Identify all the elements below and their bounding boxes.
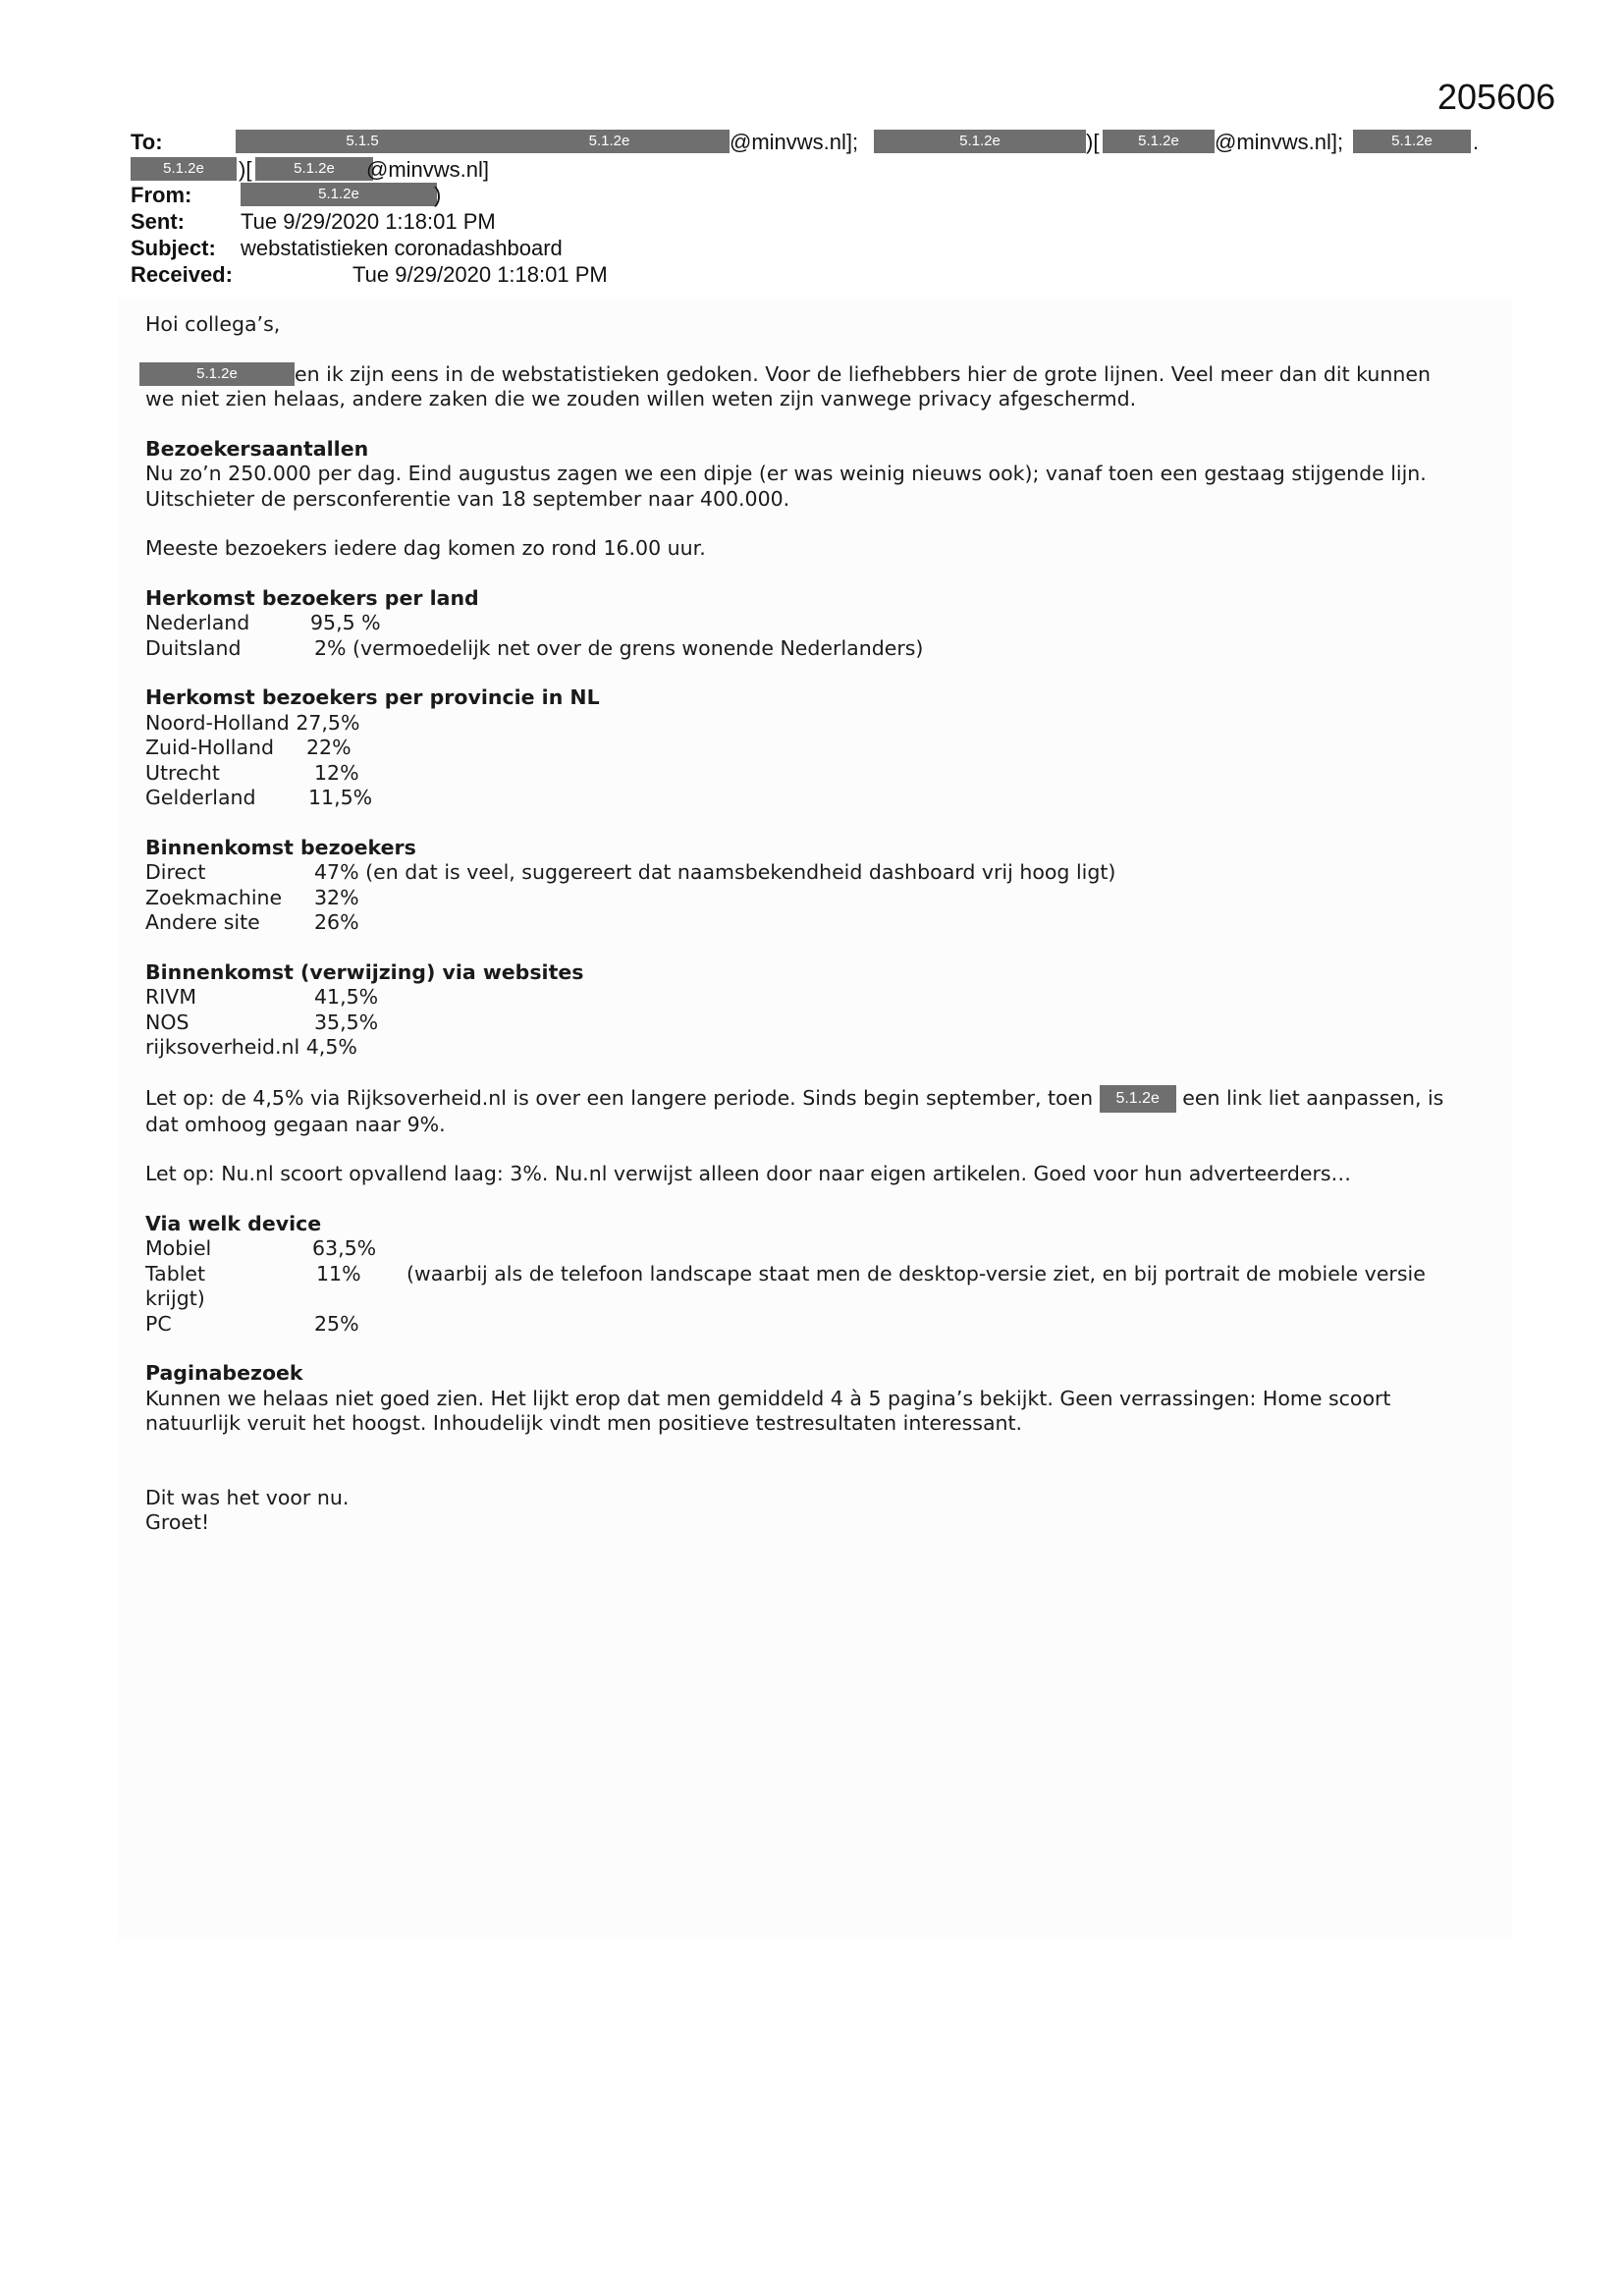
- inflow-row: [145, 860, 1500, 886]
- pages-line-2: natuurlijk veruit het hoogst. Inhoudelijk vindt men positieve testresultaten interessant.: [145, 1411, 1023, 1435]
- sent-line: [131, 209, 496, 235]
- row-value: 12%: [314, 760, 359, 785]
- row-label: Duitsland: [145, 635, 242, 660]
- row-value: 2% (vermoedelijk net over de grens wonende Nederlanders): [314, 635, 924, 660]
- text-fragment: )[: [239, 157, 252, 182]
- subject-value: webstatistieken coronadashboard: [241, 236, 563, 260]
- row-label: Gelderland: [145, 786, 256, 809]
- from-label: From:: [131, 183, 192, 207]
- redaction-box: 5.1.2e: [874, 130, 1086, 153]
- row-value: 32%: [314, 885, 359, 909]
- intro-line-2: we niet zien helaas, andere zaken die we zouden willen weten zijn vanwege privacy afgeschermd.: [145, 387, 1137, 410]
- row-label: NOS: [145, 1010, 189, 1034]
- row-label: Mobiel: [145, 1236, 212, 1260]
- email-domain: @minvws.nl];: [730, 130, 859, 154]
- from-line: [131, 183, 622, 208]
- redaction-box: 5.1.2e: [131, 157, 237, 181]
- row-value: 41,5%: [314, 985, 379, 1009]
- row-label: rijksoverheid.nl 4,5%: [145, 1035, 357, 1059]
- received-line: [131, 262, 608, 288]
- received-value: Tue 9/29/2020 1:18:01 PM: [352, 262, 608, 287]
- section-title-country: Herkomst bezoekers per land: [145, 585, 479, 610]
- note-rijksoverheid-line-1: [145, 1085, 1500, 1113]
- row-label: Direct: [145, 860, 206, 884]
- row-label: Nederland: [145, 611, 250, 634]
- row-label: Noord-Holland 27,5%: [145, 710, 360, 735]
- visitors-line-1: Nu zo’n 250.000 per dag. Eind augustus zagen we een dipje (er was weinig nieuws ook); vanaf toen een gestaag stijgende lijn.: [145, 462, 1427, 485]
- intro-line-1: [139, 362, 1500, 388]
- note-nunl: Let op: Nu.nl scoort opvallend laag: 3%. Nu.nl verwijst alleen door naar eigen artikelen. Goed voor hun adverteerders…: [145, 1162, 1352, 1185]
- redaction-box: 5.1.2e: [1103, 130, 1215, 153]
- row-value: 95,5 %: [310, 611, 381, 634]
- row-value: 25%: [314, 1311, 359, 1336]
- received-label: Received:: [131, 262, 233, 287]
- province-row: [145, 786, 1500, 811]
- redaction-box: 5.1.2e: [255, 157, 373, 181]
- greeting: Hoi collega’s,: [145, 312, 281, 336]
- section-title-pages: Paginabezoek: [145, 1361, 303, 1385]
- row-label: RIVM: [145, 985, 197, 1009]
- row-value: 47% (en dat is veel, suggereert dat naamsbekendheid dashboard vrij hoog ligt): [314, 860, 1116, 884]
- pages-line-1: Kunnen we helaas niet goed zien. Het lijkt erop dat men gemiddeld 4 à 5 pagina’s bekijkt. Geen verrassingen: Home scoort: [145, 1386, 1391, 1410]
- country-row: [145, 611, 1500, 636]
- visitors-line-2: Uitschieter de persconferentie van 18 september naar 400.000.: [145, 486, 790, 511]
- row-value: 35,5%: [314, 1010, 379, 1034]
- to-line-2: [131, 157, 622, 183]
- redaction-box: 5.1.2e: [241, 183, 437, 206]
- referral-row: [145, 1011, 1500, 1036]
- redaction-box: 5.1.5: [236, 130, 489, 153]
- row-value: 26%: [314, 910, 359, 934]
- device-row: [145, 1312, 1500, 1338]
- note-rijksoverheid-line-2: dat omhoog gegaan naar 9%.: [145, 1112, 446, 1136]
- section-title-visitors: Bezoekersaantallen: [145, 436, 369, 461]
- closing-line-1: Dit was het voor nu.: [145, 1485, 350, 1509]
- document-number: 205606: [1437, 77, 1556, 117]
- note-text: een link liet aanpassen, is: [1182, 1085, 1444, 1110]
- row-label: Utrecht: [145, 760, 220, 785]
- province-row: [145, 736, 1500, 761]
- row-label: krijgt): [145, 1286, 205, 1310]
- referral-row: [145, 985, 1500, 1011]
- text-fragment: ): [434, 183, 442, 207]
- device-row: [145, 1236, 1500, 1262]
- device-row: [145, 1286, 1500, 1312]
- subject-line: [131, 236, 563, 261]
- inflow-row: [145, 910, 1500, 936]
- row-label: PC: [145, 1311, 172, 1336]
- sent-value: Tue 9/29/2020 1:18:01 PM: [241, 209, 496, 234]
- sent-label: Sent:: [131, 209, 185, 234]
- redaction-box: 5.1.2e: [489, 130, 730, 153]
- redaction-box: 5.1.2e: [139, 362, 295, 386]
- row-label: Tablet: [145, 1261, 206, 1285]
- row-label: Zuid-Holland: [145, 736, 275, 759]
- row-value: 11%: [316, 1261, 361, 1285]
- row-value: 22%: [306, 736, 352, 759]
- closing-line-2: Groet!: [145, 1510, 210, 1534]
- redaction-box: 5.1.2e: [1353, 130, 1471, 153]
- subject-label: Subject:: [131, 236, 216, 260]
- section-title-device: Via welk device: [145, 1211, 322, 1235]
- device-row: [145, 1262, 1500, 1287]
- text-fragment: .: [1473, 130, 1480, 154]
- row-value: 11,5%: [308, 786, 373, 809]
- referral-row: [145, 1035, 1500, 1061]
- country-row: [145, 636, 1500, 662]
- province-row: [145, 711, 1500, 737]
- to-line-1: [131, 130, 1480, 155]
- text-fragment: )[: [1086, 130, 1100, 154]
- peak-line: Meeste bezoekers iedere dag komen zo rond 16.00 uur.: [145, 536, 706, 560]
- intro-text: en ik zijn eens in de webstatistieken gedoken. Voor de liefhebbers hier de grote lijnen. Veel meer dan dit kunnen: [295, 361, 1431, 386]
- message-body: [145, 312, 1500, 1536]
- email-domain: @minvws.nl];: [1215, 130, 1344, 154]
- province-row: [145, 761, 1500, 787]
- note-text: Let op: de 4,5% via Rijksoverheid.nl is over een langere periode. Sinds begin september, toen: [145, 1085, 1094, 1110]
- section-title-province: Herkomst bezoekers per provincie in NL: [145, 685, 600, 709]
- section-title-inflow: Binnenkomst bezoekers: [145, 835, 416, 859]
- redaction-box: 5.1.2e: [1100, 1085, 1176, 1113]
- email-domain: @minvws.nl]: [366, 157, 490, 182]
- section-title-referral: Binnenkomst (verwijzing) via websites: [145, 959, 584, 984]
- row-note: (waarbij als de telefoon landscape staat men de desktop-versie ziet, en bij portrait de mobiele versie: [406, 1261, 1426, 1285]
- to-label: To:: [131, 130, 163, 154]
- row-label: Zoekmachine: [145, 885, 283, 909]
- row-label: Andere site: [145, 910, 260, 934]
- inflow-row: [145, 886, 1500, 911]
- row-value: 63,5%: [312, 1236, 377, 1260]
